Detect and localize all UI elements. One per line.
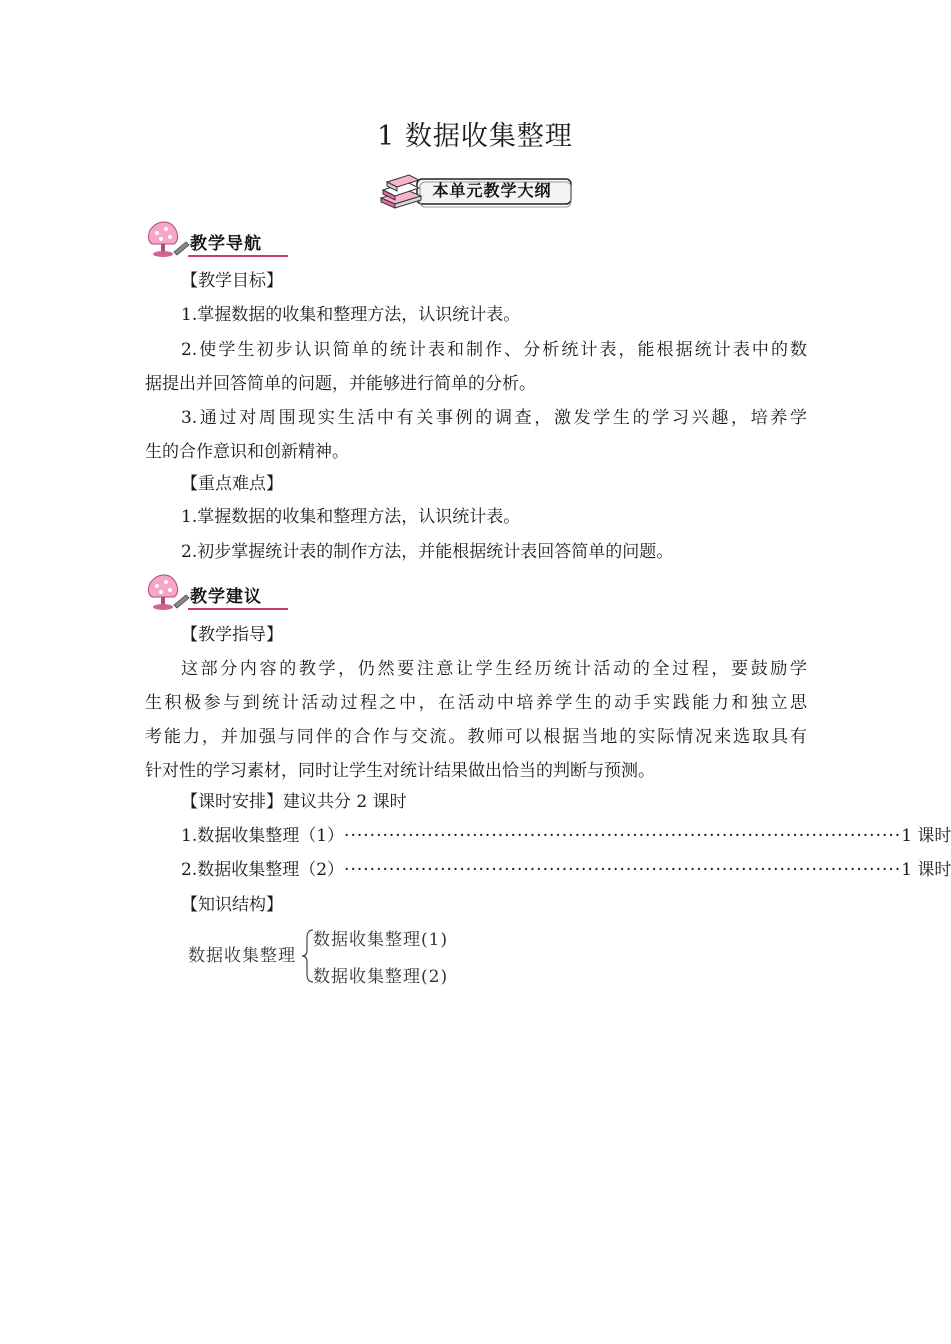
key-point-line: 1.掌握数据的收集和整理方法，认识统计表。 [181, 507, 521, 527]
schedule-lesson-name: 2.数据收集整理（2） [181, 860, 345, 880]
schedule-row [181, 853, 951, 887]
structure-child: 数据收集整理(2) [313, 967, 449, 987]
schedule-lesson-time: 1 课时 [901, 826, 951, 846]
guide-line: 生积极参与到统计活动过程之中，在活动中培养学生的动手实践能力和独立思 [145, 693, 807, 713]
structure-child: 数据收集整理(1) [313, 930, 449, 950]
leader-dots: ······················································································· [344, 860, 902, 880]
key-point-line: 2.初步掌握统计表的制作方法，并能根据统计表回答简单的问题。 [181, 542, 674, 562]
section-heading-teaching-advice [142, 571, 292, 615]
schedule-lesson-name: 1.数据收集整理（1） [181, 826, 345, 846]
goal-line: 1.掌握数据的收集和整理方法，认识统计表。 [181, 305, 521, 325]
section-heading-label: 教学导航 [190, 234, 262, 254]
guide-line: 针对性的学习素材，同时让学生对统计结果做出恰当的判断与预测。 [145, 761, 655, 781]
structure-root: 数据收集整理 [188, 946, 296, 966]
section-heading-label: 教学建议 [190, 587, 262, 607]
schedule-row [181, 819, 951, 853]
unit-outline-banner [375, 170, 575, 212]
guide-line: 考能力，并加强与同伴的合作与交流。教师可以根据当地的实际情况来选取具有 [145, 727, 807, 747]
goal-line: 3.通过对周围现实生活中有关事例的调查，激发学生的学习兴趣，培养学 [181, 408, 807, 428]
key-points-label: 【重点难点】 [181, 474, 283, 494]
structure-label: 【知识结构】 [181, 895, 283, 915]
page-title: 1 数据收集整理 [377, 121, 573, 152]
goal-line: 据提出并回答简单的问题，并能够进行简单的分析。 [145, 374, 536, 394]
banner-label: 本单元教学大纲 [432, 181, 552, 200]
section-heading-teaching-nav [142, 218, 292, 262]
guide-label: 【教学指导】 [181, 625, 283, 645]
goal-line: 生的合作意识和创新精神。 [145, 442, 349, 462]
schedule-lesson-time: 1 课时 [901, 860, 951, 880]
leader-dots: ······················································································· [344, 826, 902, 846]
goals-label: 【教学目标】 [181, 271, 283, 291]
guide-line: 这部分内容的教学，仍然要注意让学生经历统计活动的全过程，要鼓励学 [181, 659, 807, 679]
goal-line: 2.使学生初步认识简单的统计表和制作、分析统计表，能根据统计表中的数 [181, 340, 807, 360]
schedule-label: 【课时安排】建议共分 2 课时 [181, 792, 407, 812]
